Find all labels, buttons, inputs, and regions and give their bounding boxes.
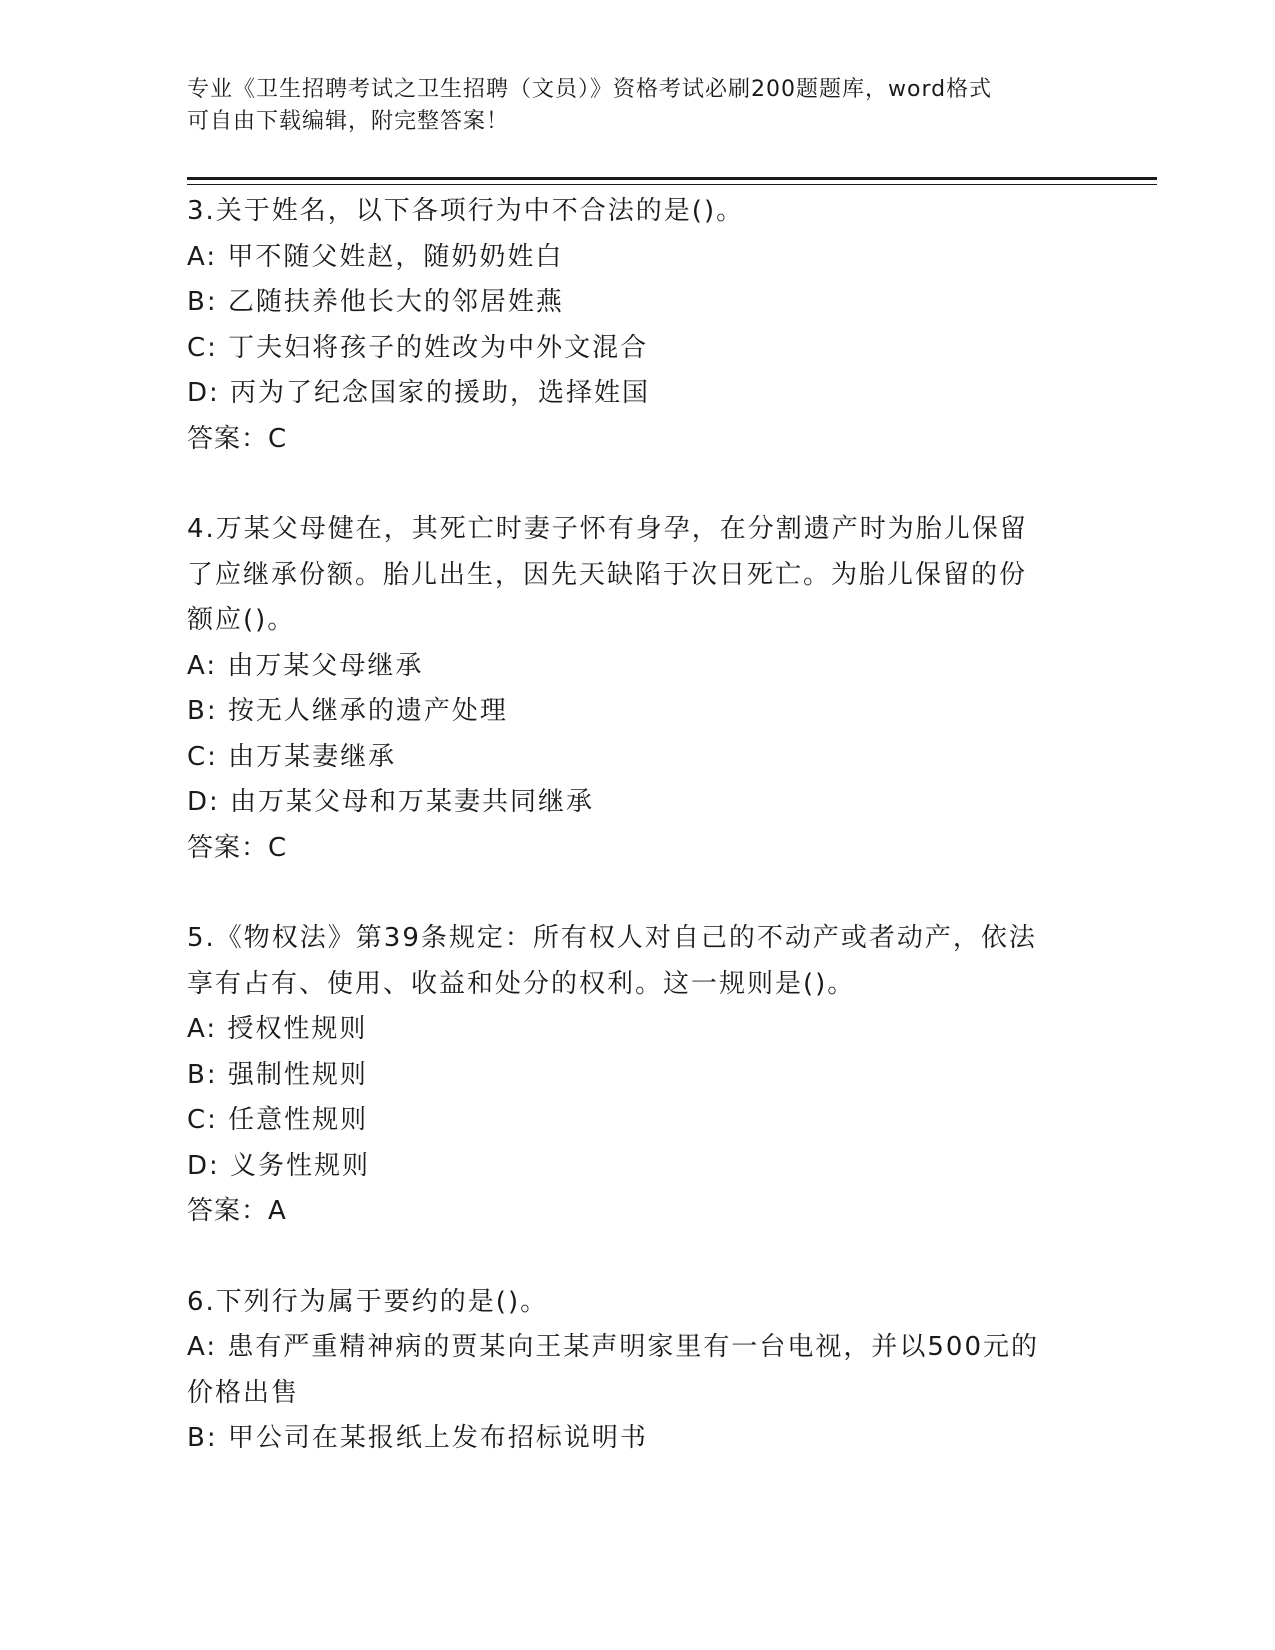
question-block [187,1280,1087,1462]
answer-option-line: C: 由万某妻继承 [187,741,397,772]
answer-option-line: B: 强制性规则 [187,1059,368,1090]
question-stem-line: 额应()。 [187,605,296,635]
question-stem-line: 了应继承份额。胎儿出生，因先天缺陷于次日死亡。为胎儿保留的份 [187,559,1028,590]
question-stem-line: 享有占有、使用、收益和处分的权利。这一规则是()。 [187,968,856,999]
answer-option-line: D: 义务性规则 [187,1150,371,1181]
answer-option-line: C: 任意性规则 [187,1105,369,1135]
answer-option-line: A: 授权性规则 [187,1014,368,1044]
answer-option-line: C: 丁夫妇将孩子的姓改为中外文混合 [187,332,649,363]
answer-option-line: A: 由万某父母继承 [187,650,424,681]
question-stem-line: 5.《物权法》第39条规定：所有权人对自己的不动产或者动产，依法 [187,923,1037,953]
header-divider-thin [187,184,1157,185]
question-block [187,507,1087,871]
header-divider-thick [187,177,1157,180]
answer-option-line: A: 患有严重精神病的贾某向王某声明家里有一台电视，并以500元的 [187,1332,1039,1362]
header-title-line-2: 可自由下载编辑，附完整答案！ [187,109,510,134]
answer-option-line: B: 乙随扶养他长大的邻居姓燕 [187,287,564,317]
question-stem-line: 4.万某父母健在，其死亡时妻子怀有身孕，在分割遗产时为胎儿保留 [187,514,1028,544]
answer-option-line: 价格出售 [187,1377,300,1408]
question-block [187,189,1087,462]
answer-option-line: B: 按无人继承的遗产处理 [187,696,508,726]
answer-option-line: A: 甲不随父姓赵，随奶奶姓白 [187,241,564,272]
answer-key: 答案：C [187,832,288,863]
question-stem-line: 3.关于姓名，以下各项行为中不合法的是()。 [187,196,745,226]
answer-key: 答案：A [187,1196,287,1226]
header-title-line-1: 专业《卫生招聘考试之卫生招聘（文员）》资格考试必刷200题题库，word格式 [187,77,993,102]
answer-option-line: D: 丙为了纪念国家的援助，选择姓国 [187,378,651,408]
answer-option-line: B: 甲公司在某报纸上发布招标说明书 [187,1423,648,1453]
answer-key: 答案：C [187,423,288,454]
question-stem-line: 6.下列行为属于要约的是()。 [187,1286,549,1317]
answer-option-line: D: 由万某父母和万某妻共同继承 [187,787,595,817]
question-block [187,916,1087,1235]
question-list [187,189,1087,1507]
document-header [187,74,1067,138]
